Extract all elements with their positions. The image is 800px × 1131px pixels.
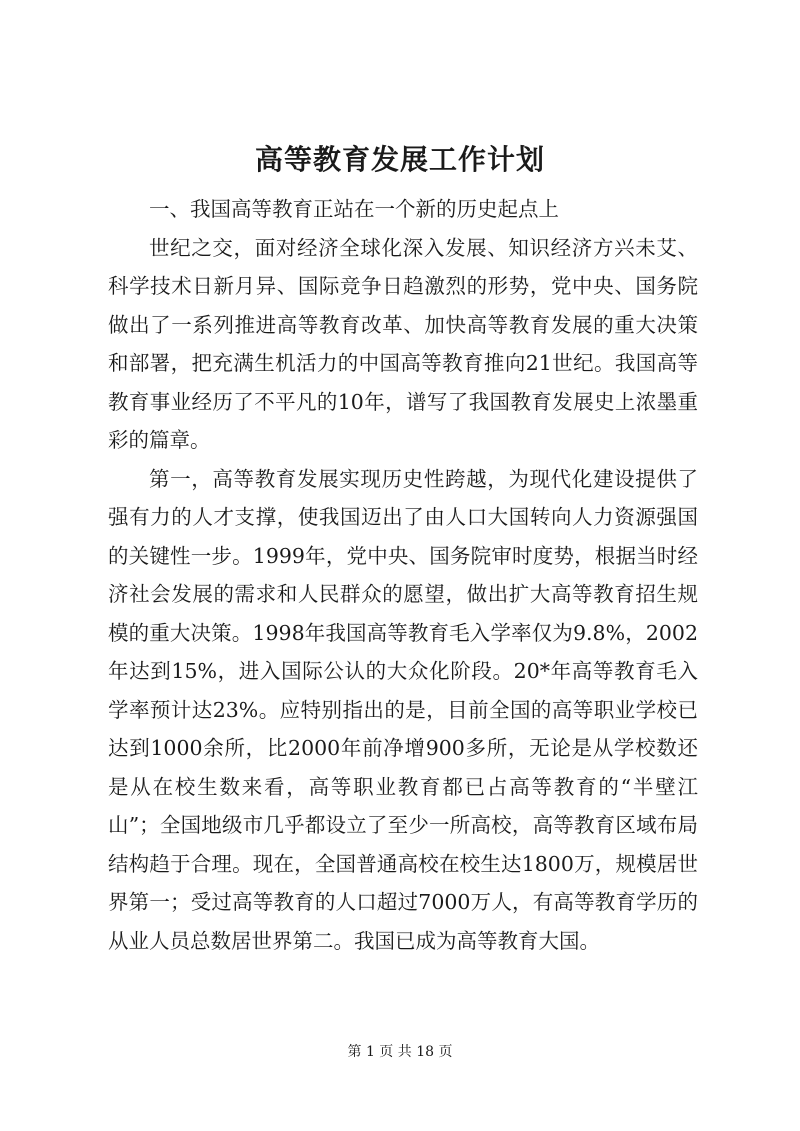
page-footer: 第 1 页 共 18 页 xyxy=(347,1044,453,1060)
document-body xyxy=(108,190,698,960)
paragraph: 世纪之交，面对经济全球化深入发展、知识经济方兴未艾、科学技术日新月异、国际竞争日趋激烈的形势，党中央、国务院做出了一系列推进高等教育改革、加快高等教育发展的重大决策和部署，把充满生机活力的中国高等教育推向21世纪。我国高等教育事业经历了不平凡的10年，谱写了我国教育发展史上浓墨重彩的篇章。 xyxy=(108,235,698,452)
paragraph: 第一，高等教育发展实现历史性跨越，为现代化建设提供了强有力的人才支撑，使我国迈出了由人口大国转向人力资源强国的关键性一步。1999年，党中央、国务院审时度势，根据当时经济社会发展的需求和人民群众的愿望，做出扩大高等教育招生规模的重大决策。1998年我国高等教育毛入学率仅为9.8%，2002年达到15%，进入国际公认的大众化阶段。20*年高等教育毛入学率预计达23%。应特别指出的是，目前全国的高等职业学校已达到1000余所，比2000年前净增900多所，无论是从学校数还是从在校生数来看，高等职业教育都已占高等教育的“半壁江山”；全国地级市几乎都设立了至少一所高校，高等教育区域布局结构趋于合理。现在，全国普通高校在校生达1800万，规模居世界第一；受过高等教育的人口超过7000万人，有高等教育学历的从业人员总数居世界第二。我国已成为高等教育大国。 xyxy=(108,466,698,953)
section-heading: 一、我国高等教育正站在一个新的历史起点上 xyxy=(149,197,559,221)
page-title: 高等教育发展工作计划 xyxy=(254,143,545,176)
